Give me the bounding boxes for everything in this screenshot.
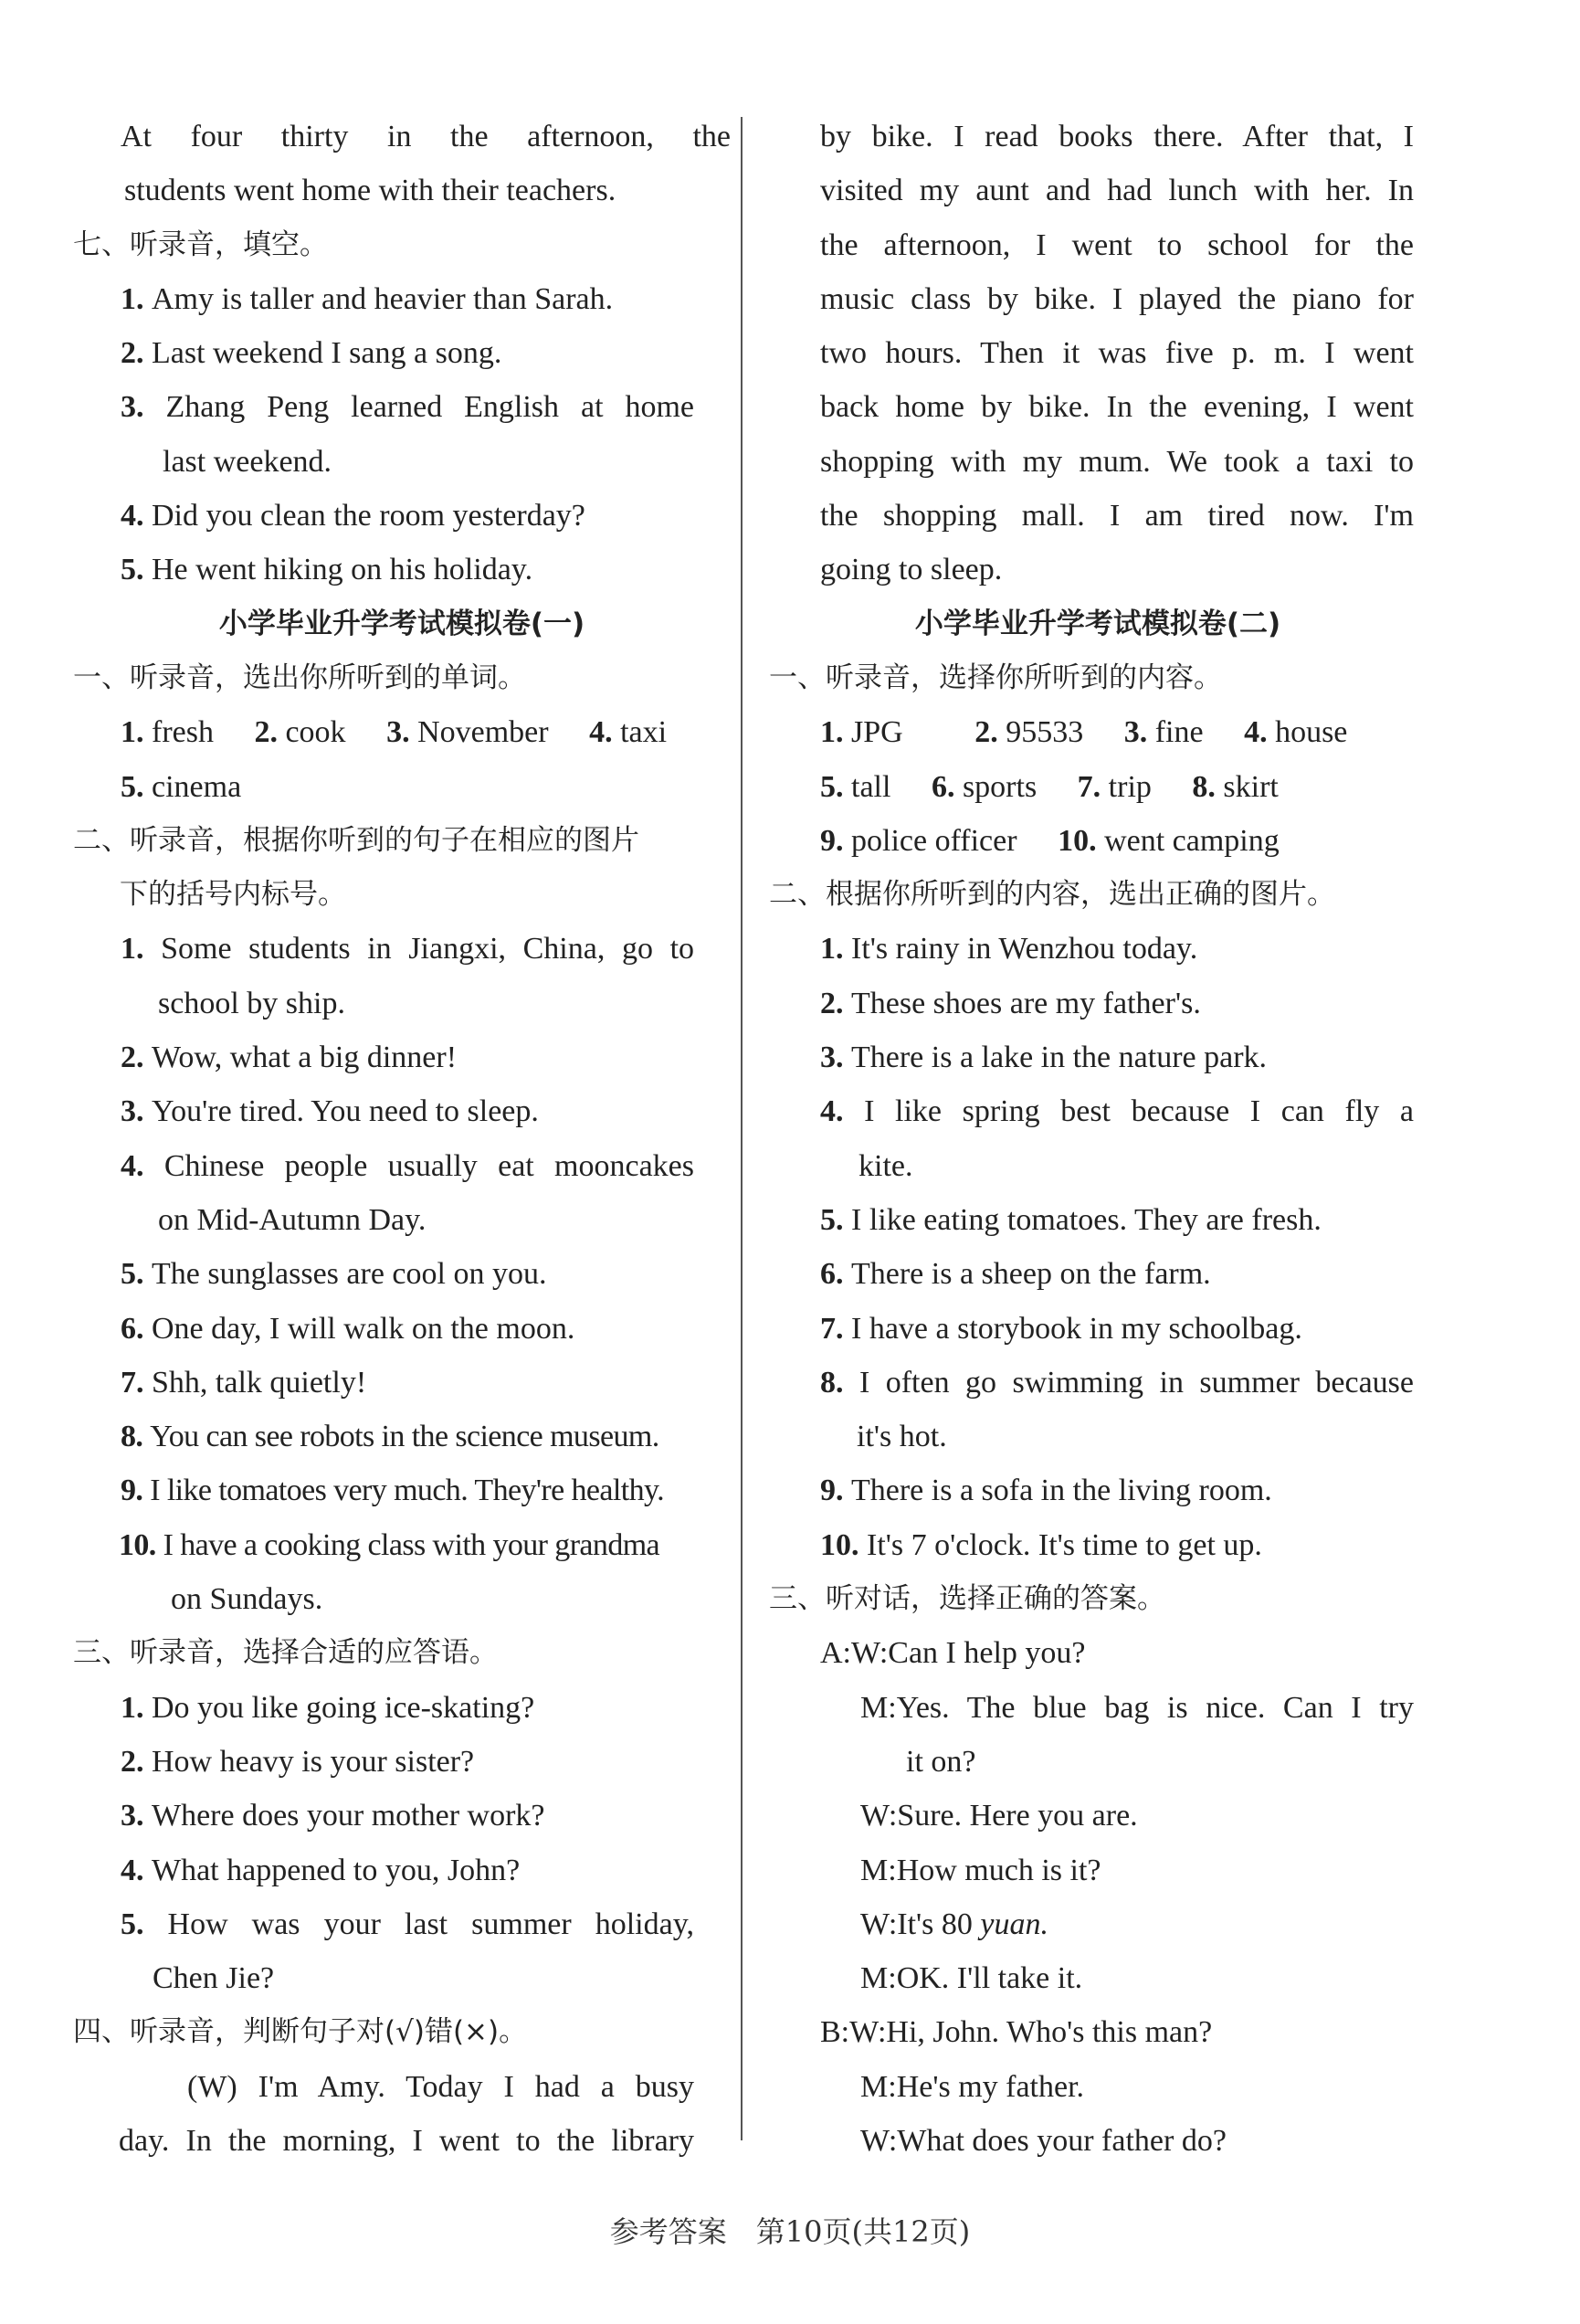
paragraph-line: (W) I'm Amy. Today I had a busy [187, 2069, 694, 2104]
left-column [73, 110, 731, 2168]
paragraph-line: two hours. Then it was five p. m. I went [820, 336, 1414, 371]
paragraph-line: visited my aunt and had lunch with her. In [820, 174, 1414, 208]
list-item: 5. He went hiking on his holiday. [121, 553, 533, 587]
paragraph-line: day. In the morning, I went to the library [119, 2123, 694, 2158]
list-item-continuation: school by ship. [158, 986, 345, 1020]
dialogue-line: B:W:Hi, John. Who's this man? [820, 2015, 1213, 2050]
list-item: 10. It's 7 o'clock. It's time to get up. [820, 1527, 1262, 1562]
dialogue-label: B: [820, 2015, 850, 2050]
dialogue-line: M:Yes. The blue bag is nice. Can I try [860, 1690, 1414, 1725]
dialogue-line: M:OK. I'll take it. [860, 1961, 1083, 1996]
list-item: 9. There is a sofa in the living room. [820, 1474, 1272, 1508]
dialogue-line: M:He's my father. [860, 2069, 1085, 2104]
dialogue-line: W:What does your father do? [860, 2123, 1227, 2158]
paragraph-line: back home by bike. In the evening, I went [820, 390, 1414, 425]
list-item: 1. Some students in Jiangxi, China, go to [121, 932, 694, 967]
list-item: 10. I have a cooking class with your grandma [119, 1527, 660, 1562]
list-item-continuation: it's hot. [857, 1420, 947, 1454]
list-item-continuation: on Mid-Autumn Day. [158, 1202, 427, 1237]
word-list: 5. tall 6. sports 7. trip 8. skirt [820, 769, 1279, 804]
list-item: 5. How was your last summer holiday, [121, 1907, 694, 1941]
list-item: 3. You're tired. You need to sleep. [121, 1094, 539, 1129]
list-item: 5. I like eating tomatoes. They are fresh. [820, 1202, 1322, 1237]
paragraph-line: going to sleep. [820, 553, 1003, 587]
page-footer: 参考答案 第10页(共12页) [609, 2214, 971, 2249]
word-list: 1. JPG 2. 95533 3. fine 4. house [820, 715, 1348, 750]
section-heading: 一、听录音，选出你所听到的单词。 [73, 660, 526, 694]
paragraph-line: music class by bike. I played the piano for [820, 281, 1414, 316]
list-item: 7. I have a storybook in my schoolbag. [820, 1311, 1302, 1346]
list-item: 1. Amy is taller and heavier than Sarah. [121, 281, 614, 316]
section-heading: 七、听录音，填空。 [73, 227, 328, 261]
list-item: 1. It's rainy in Wenzhou today. [820, 932, 1198, 967]
section-heading: 二、根据你所听到的内容，选出正确的图片。 [769, 878, 1335, 912]
paragraph-line: by bike. I read books there. After that, I [820, 120, 1414, 153]
list-item: 4. I like spring best because I can fly a [820, 1094, 1414, 1129]
list-item: 4. Chinese people usually eat mooncakes [121, 1148, 694, 1183]
list-item: 4. What happened to you, John? [121, 1853, 521, 1887]
column-divider [741, 117, 743, 2140]
list-item: 3. There is a lake in the nature park. [820, 1041, 1268, 1075]
list-item: 8. I often go swimming in summer because [820, 1365, 1414, 1400]
section-heading: 二、听录音，根据你听到的句子在相应的图片 [73, 823, 639, 857]
list-item-continuation: kite. [858, 1148, 913, 1183]
list-item: 1. Do you like going ice-skating? [121, 1690, 535, 1725]
section-heading: 一、听录音，选择你所听到的内容。 [769, 660, 1222, 694]
dialogue-line: W:Sure. Here you are. [860, 1799, 1138, 1833]
paragraph-line: shopping with my mum. We took a taxi to [820, 444, 1414, 479]
section-heading: 三、听对话，选择正确的答案。 [769, 1582, 1165, 1616]
currency-italic: yuan. [980, 1907, 1049, 1941]
list-item: 2. Wow, what a big dinner! [121, 1041, 458, 1075]
list-item: 8. You can see robots in the science museum. [121, 1420, 659, 1454]
list-item: 5. The sunglasses are cool on you. [121, 1257, 547, 1292]
section-heading-continuation: 下的括号内标号。 [120, 878, 346, 912]
paragraph-line: the afternoon, I went to school for the [820, 227, 1414, 262]
list-item: 2. Last weekend I sang a song. [121, 336, 502, 371]
dialogue-line: W:It's 80 yuan. [860, 1907, 1049, 1941]
list-item: 3. Where does your mother work? [121, 1799, 545, 1833]
exam-title: 小学毕业升学考试模拟卷(二) [914, 607, 1281, 640]
list-item: 7. Shh, talk quietly! [121, 1365, 367, 1400]
list-item: 2. How heavy is your sister? [121, 1744, 475, 1779]
list-item: 6. There is a sheep on the farm. [820, 1257, 1211, 1292]
section-heading: 三、听录音，选择合适的应答语。 [73, 1636, 498, 1670]
exam-title: 小学毕业升学考试模拟卷(一) [218, 607, 585, 640]
list-item: 3. Zhang Peng learned English at home [121, 390, 694, 425]
paragraph-line: students went home with their teachers. [124, 174, 616, 208]
list-item: 9. I like tomatoes very much. They're healthy. [121, 1474, 665, 1508]
word-list: 1. fresh 2. cook 3. November 4. taxi [121, 715, 668, 750]
word-list: 9. police officer 10. went camping [820, 823, 1280, 858]
right-column [769, 110, 1427, 2168]
word-list: 5. cinema [121, 769, 242, 804]
dialogue-label: A: [820, 1636, 851, 1671]
list-item: 4. Did you clean the room yesterday? [121, 499, 585, 533]
dialogue-line: M:How much is it? [860, 1853, 1101, 1887]
list-item-continuation: on Sundays. [171, 1582, 323, 1617]
dialogue-line: A:W:Can I help you? [820, 1636, 1086, 1671]
list-item-continuation: last weekend. [163, 444, 332, 479]
dialogue-line: it on? [906, 1744, 976, 1779]
list-item: 6. One day, I will walk on the moon. [121, 1311, 575, 1346]
paragraph-line: the shopping mall. I am tired now. I'm [820, 499, 1414, 533]
list-item: 2. These shoes are my father's. [820, 986, 1201, 1020]
section-heading: 四、听录音，判断句子对(√)错(×)。 [73, 2015, 528, 2049]
paragraph-line: At four thirty in the afternoon, the [121, 120, 731, 153]
list-item-continuation: Chen Jie? [153, 1961, 275, 1996]
